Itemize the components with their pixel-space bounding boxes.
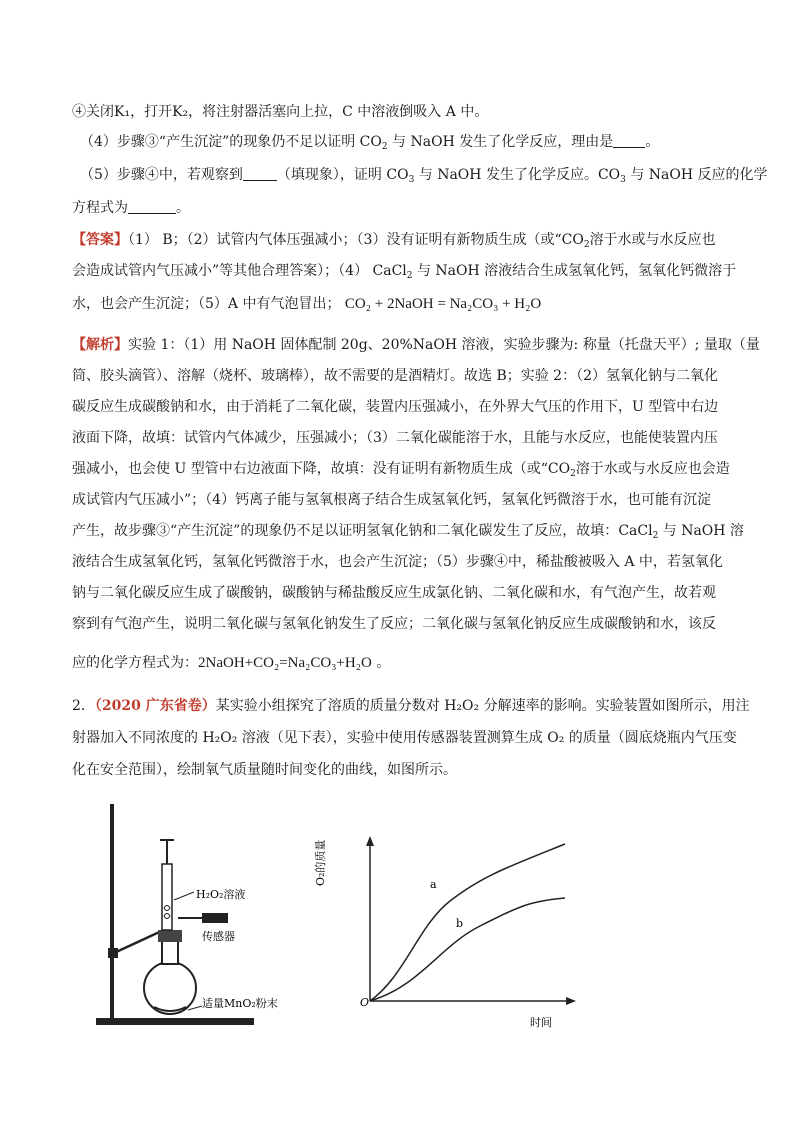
analysis-line10 <box>72 615 716 633</box>
analysis-text-2: 筒、胶头滴管）、溶解（烧杯、玻璃棒），故不需要的是酒精灯。故选 B；实验 2：（2）氢氧化钠与二氧化 <box>72 368 719 384</box>
oxygen-mass-graph <box>314 826 600 1036</box>
q2-number: 2． <box>72 698 95 714</box>
curve-a <box>370 844 565 1001</box>
analysis-tag: 【解析】 <box>72 337 128 353</box>
answer-text-1a: （1） B；（2）试管内气体压强减小；（3）没有证明有新物质生成（或“ <box>128 232 562 248</box>
answer-text-2a: 会造成试管内气压减小”等其他合理答案）；（4） <box>72 263 373 279</box>
analysis-text-11: 应的化学方程式为： <box>72 655 198 671</box>
q4-text-c: 。 <box>645 134 660 150</box>
analysis-text-5a: 强减小，也会使 U 型管中右边液面下降，故填：没有证明有新物质生成（或“ <box>72 461 548 477</box>
q2-line3 <box>72 761 457 779</box>
q4-text-a: （4）步骤③“产生沉淀”的现象仍不足以证明 <box>80 134 360 150</box>
curve-b-label: b <box>456 917 464 930</box>
analysis-text-1: 实验 1：（1）用 NaOH 固体配制 20g、20%NaOH 溶液，实验步骤为: 称量（托盘天平）; 量取（量 <box>128 337 760 353</box>
q5-answer-blank-1[interactable] <box>243 167 277 181</box>
analysis-text-4: 液面下降，故填：试管内气体减少，压强减小；（3）二氧化碳能溶于水，且能与水反应，也能使装置内压 <box>72 430 718 446</box>
analysis-line5: 强减小，也会使 U 型管中右边液面下降，故填：没有证明有新物质生成（或“$CO_2$溶于水或与水反应也会造 <box>72 461 730 479</box>
answer-text-3: 水，也会产生沉淀；（5）A 中有气泡冒出； <box>72 296 341 312</box>
analysis-line8 <box>72 553 723 571</box>
step4-line <box>72 103 488 121</box>
label-sensor: 传感器 <box>202 930 235 943</box>
label-h2o2-solution: H₂O₂溶液 <box>196 888 246 901</box>
syringe <box>162 864 172 930</box>
q5-line2-text: 方程式为 <box>72 200 128 216</box>
analysis-text-9: 钠与二氧化碳反应生成了碳酸钠，碳酸钠与稀盐酸反应生成氯化钠、二氧化碳和水，有气泡产生，故若观 <box>72 585 716 601</box>
analysis-text-3: 碳反应生成碳酸钠和水，由于消耗了二氧化碳，装置内压强减小，在外界大气压的作用下，U 型管中右边 <box>72 399 719 415</box>
q5-line1: （5）步骤④中，若观察到 （填现象），证明 $CO_3$ 与 NaOH 发生了化学反应。$CO_3$ 与 NaOH 反应的化学 <box>80 167 768 185</box>
curve-b <box>370 898 565 1001</box>
analysis-text-7b: 与 NaOH 溶 <box>658 523 744 539</box>
origin-label: O <box>360 996 370 1009</box>
q2-text-1: 某实验小组探究了溶质的质量分数对 H₂O₂ 分解速率的影响。实验装置如图所示，用注 <box>215 698 750 714</box>
apparatus-figure <box>90 800 290 1035</box>
analysis-line9 <box>72 584 716 602</box>
analysis-text-6: 成试管内气压减小”；（4）钙离子能与氢氧根离子结合生成氢氧化钙，氢氧化钙微溶于水，也可能有沉淀 <box>72 492 712 508</box>
y-axis-arrow <box>366 836 374 846</box>
answer-line1: 【答案】（1） B；（2）试管内气体压强减小；（3）没有证明有新物质生成（或“$CO_2$溶于水或与水反应也 <box>72 232 716 250</box>
analysis-line7: 产生，故步骤③“产生沉淀”的现象仍不足以证明氢氧化钠和二氧化碳发生了反应，故填：CaCl$_2$ 与 NaOH 溶 <box>72 523 744 541</box>
q2-source: （2020 广东省卷） <box>94 698 216 714</box>
q2-text-3: 化在安全范围），绘制氧气质量随时间变化的曲线，如图所示。 <box>72 762 457 778</box>
q2-line1 <box>72 697 750 715</box>
y-axis-label: O₂的质量 <box>314 839 327 886</box>
q5-text-a: （5）步骤④中，若观察到 <box>80 167 243 183</box>
q2-line2 <box>72 729 737 747</box>
stand-base <box>96 1018 254 1025</box>
analysis-equation: 2NaOH+CO₂=Na₂CO₃+H₂O <box>198 655 372 671</box>
q5-line2-end: 。 <box>176 200 190 216</box>
curve-a-label: a <box>430 878 437 891</box>
analysis-text-8: 液结合生成氢氧化钙，氢氧化钙微溶于水，也会产生沉淀；（5）步骤④中，稀盐酸被吸入 A 中，若氢氧化 <box>72 554 723 570</box>
q4-line: （4）步骤③“产生沉淀”的现象仍不足以证明 $CO_2$ 与 NaOH 发生了化学反应，理由是 。 <box>80 134 660 152</box>
answer-equation: CO₂ + 2NaOH = Na₂CO₃ + H₂O <box>344 296 542 312</box>
step4-text: ④关闭K₁，打开K₂，将注射器活塞向上拉，C 中溶液倒吸入 A 中。 <box>72 104 489 120</box>
analysis-line3 <box>72 398 718 416</box>
answer-text-2b: 与 NaOH 溶液结合生成氢氧化钙，氢氧化钙微溶于 <box>412 263 737 279</box>
q5-answer-blank-2[interactable] <box>128 200 176 214</box>
answer-line3 <box>72 295 541 313</box>
answer-text-1b: 溶于水或与水反应也 <box>589 232 716 248</box>
analysis-text-11-end: 。 <box>371 655 391 671</box>
q2-text-2: 射器加入不同浓度的 H₂O₂ 溶液（见下表），实验中使用传感器装置测算生成 O₂ 的质量（圆底烧瓶内气压变 <box>72 730 737 746</box>
answer-line2: 会造成试管内气压减小”等其他合理答案）；（4） CaCl$_2$ 与 NaOH 溶液结合生成氢氧化钙，氢氧化钙微溶于 <box>72 263 737 281</box>
flask-stopper <box>158 930 182 942</box>
stand-rod <box>110 804 114 1019</box>
q5-text-c: 与 NaOH 发生了化学反应。 <box>414 167 598 183</box>
analysis-line2 <box>72 367 718 385</box>
analysis-line11 <box>72 654 390 672</box>
q5-line2 <box>72 199 190 217</box>
label-mno2-powder: 适量MnO₂粉末 <box>202 997 278 1010</box>
analysis-line4 <box>72 429 718 447</box>
q4-text-b: 与 NaOH 发生了化学反应，理由是 <box>387 134 614 150</box>
sensor <box>202 913 228 923</box>
q5-text-d: 与 NaOH 反应的化学 <box>625 167 768 183</box>
analysis-text-10: 察到有气泡产生，说明二氧化碳与氢氧化钠发生了反应；二氧化碳与氢氧化钠反应生成碳酸钠和水，该反 <box>72 616 716 632</box>
x-axis-arrow <box>566 997 576 1005</box>
round-bottom-flask <box>144 962 196 1014</box>
analysis-text-5b: 溶于水或与水反应也会造 <box>575 461 730 477</box>
q4-answer-blank[interactable] <box>613 134 645 148</box>
analysis-line1 <box>72 336 760 354</box>
analysis-text-7a: 产生，故步骤③“产生沉淀”的现象仍不足以证明氢氧化钠和二氧化碳发生了反应，故填： <box>72 523 619 539</box>
answer-tag: 【答案】 <box>72 232 128 248</box>
q5-text-b: （填现象），证明 <box>276 167 387 183</box>
x-axis-label: 时间 <box>530 1016 552 1029</box>
analysis-line6 <box>72 491 711 509</box>
